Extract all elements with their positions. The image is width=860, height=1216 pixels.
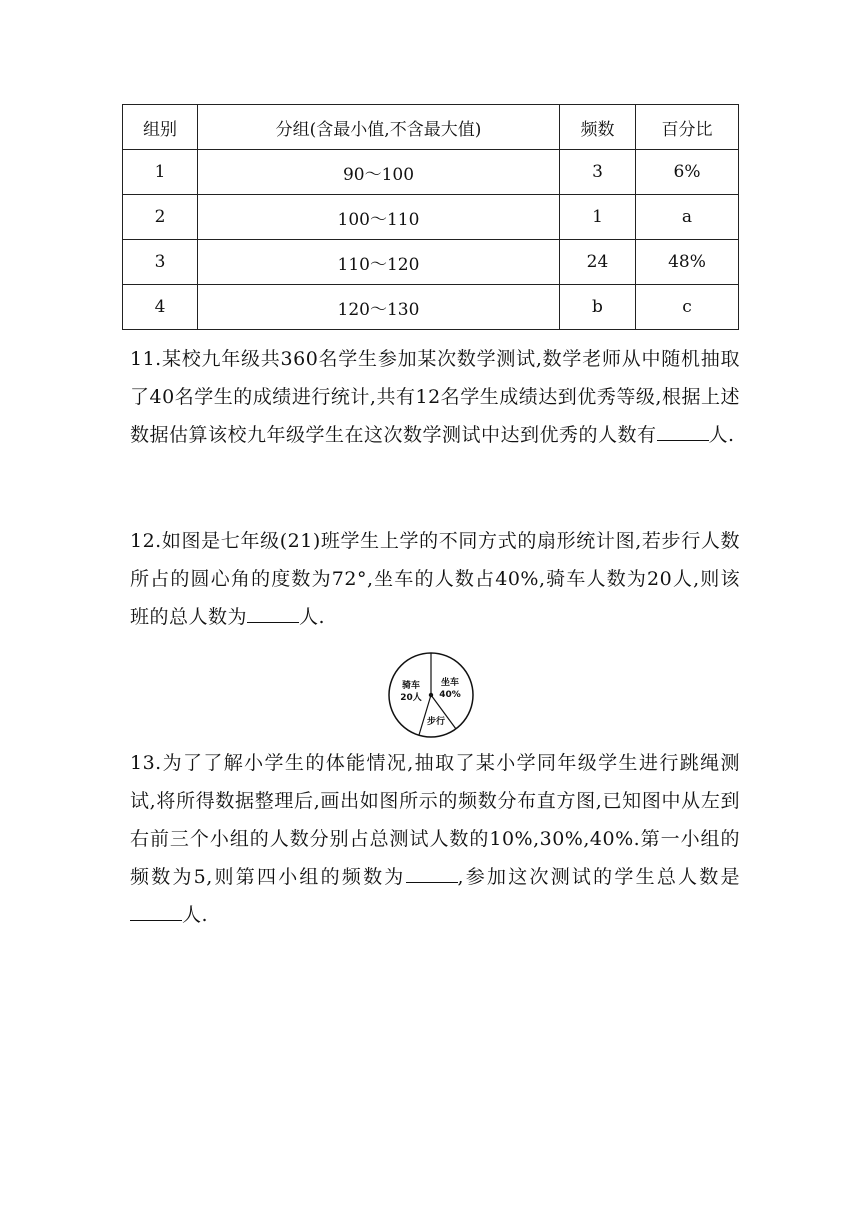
table-cell: c: [636, 285, 739, 330]
table-cell: 100～110: [198, 195, 560, 240]
label-walk-name: 步行: [426, 717, 446, 727]
table-cell: 2: [123, 195, 198, 240]
transport-pie-chart: [386, 650, 476, 740]
table-row: [123, 150, 739, 195]
table-cell: 90～100: [198, 150, 560, 195]
table-cell: 1: [560, 195, 636, 240]
table-cell: 24: [560, 240, 636, 285]
answer-blank: [406, 858, 458, 883]
header-group: 组别: [123, 105, 198, 150]
question-12-suffix: 人.: [299, 606, 326, 628]
table-cell: 6%: [636, 150, 739, 195]
table-row: [123, 195, 739, 240]
table-cell: a: [636, 195, 739, 240]
table-row: [123, 240, 739, 285]
label-ride-name: 骑车: [401, 681, 421, 691]
table-cell: 120～130: [198, 285, 560, 330]
answer-blank: [657, 416, 709, 441]
question-11: [130, 340, 740, 454]
table-cell: 3: [560, 150, 636, 195]
question-11-text: 11.某校九年级共360名学生参加某次数学测试,数学老师从中随机抽取了40名学生的成绩进行统计,共有12名学生成绩达到优秀等级,根据上述数据估算该校九年级学生在这次数学测试中达到优秀的人数有: [130, 348, 740, 446]
table-cell: 48%: [636, 240, 739, 285]
table-cell: b: [560, 285, 636, 330]
header-percentage: 百分比: [636, 105, 739, 150]
question-12-text: 12.如图是七年级(21)班学生上学的不同方式的扇形统计图,若步行人数所占的圆心角的度数为72°,坐车的人数占40%,骑车人数为20人,则该班的总人数为: [130, 530, 740, 628]
answer-blank: [247, 598, 299, 623]
table-row: [123, 285, 739, 330]
question-13-middle: ,参加这次测试的学生总人数是: [457, 866, 740, 888]
question-13-suffix: 人.: [182, 904, 209, 926]
question-11-suffix: 人.: [708, 424, 735, 446]
header-range: 分组(含最小值,不含最大值): [198, 105, 560, 150]
table-cell: 4: [123, 285, 198, 330]
pie-center-dot: [429, 693, 433, 697]
question-13: [130, 744, 740, 934]
table-cell: 110～120: [198, 240, 560, 285]
table-cell: 1: [123, 150, 198, 195]
label-ride-count: 20人: [400, 693, 422, 703]
table-header-row: [123, 105, 739, 150]
answer-blank: [130, 896, 182, 921]
label-bus-percent: 40%: [439, 690, 461, 700]
label-bus-name: 坐车: [440, 678, 460, 688]
question-13-text: 13.为了了解小学生的体能情况,抽取了某小学同年级学生进行跳绳测试,将所得数据整理后,画出如图所示的频数分布直方图,已知图中从左到右前三个小组的人数分别占总测试人数的10%,30%,40%.第一小组的频数为5,则第四小组的频数为: [130, 752, 740, 888]
frequency-table: [122, 104, 739, 330]
table-cell: 3: [123, 240, 198, 285]
header-frequency: 频数: [560, 105, 636, 150]
question-12: [130, 522, 740, 636]
